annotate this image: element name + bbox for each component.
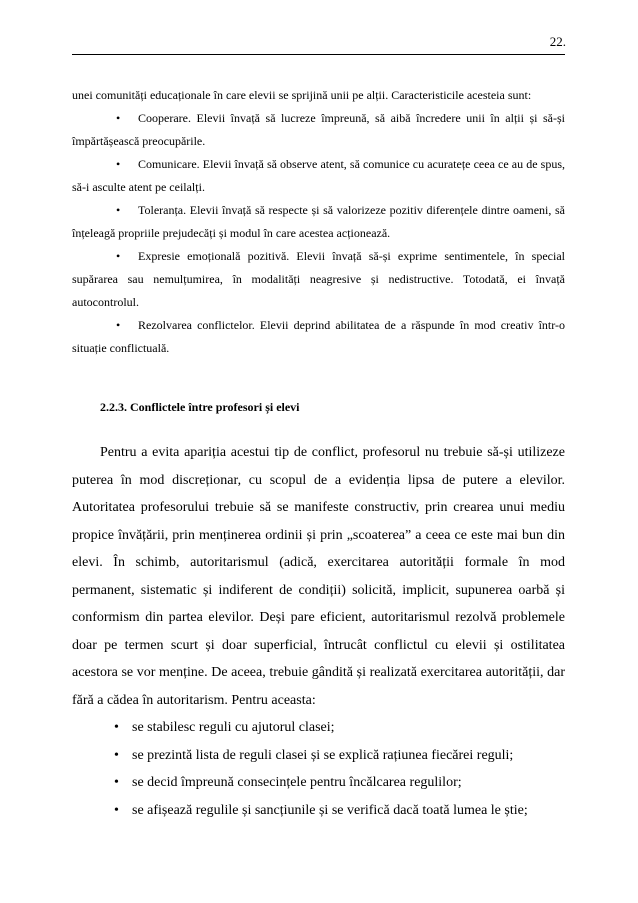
page-number: 22.: [549, 34, 566, 49]
bullet-icon: •: [114, 775, 119, 790]
bullet-icon: •: [114, 720, 119, 735]
step-text: se afișează regulile și sancțiunile și se verifică dacă toată lumea le știe;: [132, 802, 528, 818]
bullet-icon: •: [116, 249, 121, 263]
characteristic-text-2: [72, 153, 565, 199]
characteristic-rezolvare: Rezolvarea conflictelor. Elevii deprind abilitatea de a răspunde în mod creativ într-o situație conflictuală.: [72, 318, 565, 355]
header-rule: [72, 54, 565, 55]
characteristic-text-3: [72, 199, 565, 245]
section-heading: 2.2.3. Conflictele între profesori și elevi: [100, 400, 300, 414]
characteristic-item: [72, 199, 565, 245]
characteristic-text-1: [72, 107, 565, 153]
characteristic-text-4: [72, 245, 565, 314]
characteristic-item: [72, 153, 565, 199]
main-paragraph: Pentru a evita apariția acestui tip de conflict, profesorul nu trebuie să-și utilizeze puterea în mod discreționar, cu scopul de a evidenția lipsa de putere a elevilor. Autoritatea profesorului trebuie să se manifeste constructiv, prin crearea unui mediu propice învățării, prin menținerea ordinii și prin „scoaterea” a ceea ce este mai bun din elevi. În schimb, autoritarismul (adică, exercitarea autorității formale în mod permanent, sistematic și indiferent de condiții) solicită, implicit, supunerea oarbă și conformism din partea elevilor. Deși pare eficient, autoritarismul rezolvă problemele doar pe termen scurt și doar superficial, întrucât conflictul cu elevii și ostilitatea acestora se vor menține. De aceea, trebuie gândită și realizată exercitarea autorității, dar fără a cădea în autoritarism. Pentru aceasta:: [72, 445, 565, 708]
bullet-icon: •: [114, 802, 119, 818]
characteristics-list: [72, 107, 565, 360]
characteristic-toleranta: Toleranța. Elevii învață să respecte și să valorizeze pozitiv diferențele dintre oameni, să înțeleagă propriile prejudecăți și modul în care acestea acționează.: [72, 203, 565, 240]
bullet-icon: •: [116, 111, 121, 125]
characteristic-item: [72, 107, 565, 153]
page-body: [72, 84, 565, 824]
characteristic-text-5: [72, 314, 565, 360]
bullet-icon: •: [116, 157, 121, 171]
characteristic-item: [72, 314, 565, 360]
step-text: se stabilesc reguli cu ajutorul clasei;: [132, 720, 335, 735]
list-item: [72, 769, 565, 797]
list-item: [72, 797, 565, 825]
step-text: se prezintă lista de reguli clasei și se explică rațiunea fiecărei reguli;: [132, 747, 514, 763]
characteristic-expresie: Expresie emoțională pozitivă. Elevii învață să-și exprime sentimentele, în special supărarea sau nemulțumirea, în modalități neagresive și nedistructive. Totodată, ei învață autocontrolul.: [72, 249, 565, 309]
characteristic-cooperare: Cooperare. Elevii învață să lucreze împreună, să aibă încredere unii în alții și să-și împărtășească preocupările.: [72, 111, 565, 148]
characteristic-comunicare: Comunicare. Elevii învață să observe atent, să comunice cu acuratețe ceea ce au de spus, să-i asculte atent pe ceilalți.: [72, 157, 565, 194]
intro-paragraph: unei comunități educaționale în care elevii se sprijină unii pe alții. Caracteristicile acesteia sunt:: [72, 88, 532, 102]
bullet-icon: •: [116, 203, 121, 217]
list-item: [72, 742, 565, 770]
step-text: se decid împreună consecințele pentru încălcarea regulilor;: [132, 775, 462, 790]
list-item: [72, 714, 565, 742]
bullet-icon: •: [114, 747, 119, 763]
bullet-icon: •: [116, 318, 121, 332]
characteristic-item: [72, 245, 565, 314]
steps-list: [72, 714, 565, 824]
